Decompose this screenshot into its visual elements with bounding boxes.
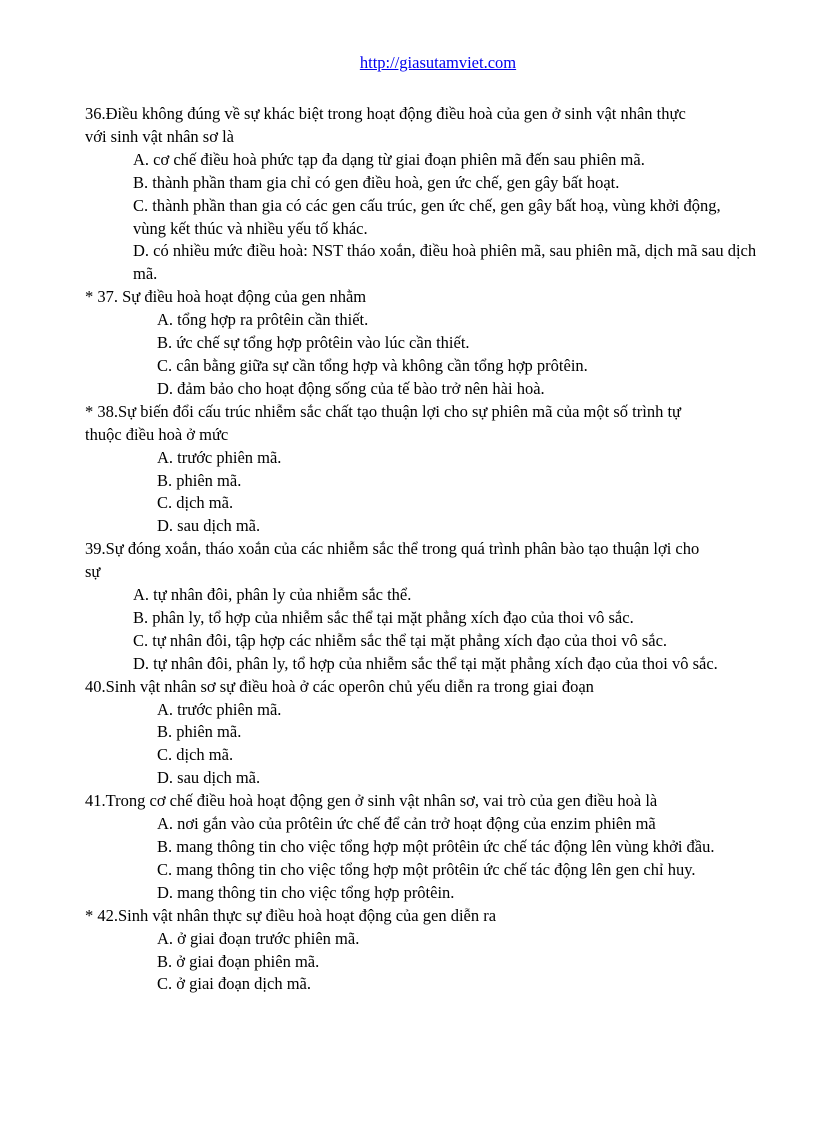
answer-option: B. phiên mã. [157, 470, 242, 490]
answer-option: D. sau dịch mã. [157, 516, 261, 536]
question-stem: 40.Sinh vật nhân sơ sự điều hoà ở các operôn chủ yếu diễn ra trong giai đoạn [85, 676, 594, 696]
question-38 [85, 401, 797, 538]
answer-option: C. cân bằng giữa sự cần tổng hợp và không cần tổng hợp prôtêin. [157, 355, 588, 375]
question-stem: * 38.Sự biến đổi cấu trúc nhiễm sắc chất tạo thuận lợi cho sự phiên mã của một số trình tự [85, 401, 681, 421]
answer-option: C. mang thông tin cho việc tổng hợp một prôtêin ức chế tác động lên gen chỉ huy. [157, 859, 696, 879]
answer-option: C. tự nhân đôi, tập hợp các nhiễm sắc thể tại mặt phẳng xích đạo của thoi vô sắc. [133, 630, 668, 650]
question-37 [85, 286, 797, 401]
answer-option: A. tự nhân đôi, phân ly của nhiễm sắc thể. [133, 585, 412, 605]
question-list [85, 103, 797, 996]
answer-option: D. có nhiều mức điều hoà: NST tháo xoắn, điều hoà phiên mã, sau phiên mã, dịch mã sau dịch mã. [133, 241, 757, 284]
question-stem: 39.Sự đóng xoắn, tháo xoắn của các nhiễm sắc thể trong quá trình phân bào tạo thuận lợi cho [85, 539, 700, 559]
answer-option: D. mang thông tin cho việc tổng hợp prôtêin. [157, 882, 455, 902]
question-42 [85, 905, 797, 997]
answer-option: C. dịch mã. [157, 745, 234, 765]
question-40 [85, 676, 797, 791]
question-stem: thuộc điều hoà ở mức [85, 424, 229, 444]
answer-option: B. phân ly, tổ hợp của nhiễm sắc thể tại mặt phẳng xích đạo của thoi vô sắc. [133, 607, 634, 627]
question-stem: * 37. Sự điều hoà hoạt động của gen nhằm [85, 287, 367, 307]
answer-option: B. mang thông tin cho việc tổng hợp một prôtêin ức chế tác động lên vùng khởi đầu. [157, 837, 715, 856]
question-stem: sự [85, 562, 101, 582]
question-stem: * 42.Sinh vật nhân thực sự điều hoà hoạt động của gen diễn ra [85, 905, 497, 925]
answer-option: A. ở giai đoạn trước phiên mã. [157, 928, 360, 948]
question-39 [85, 538, 797, 675]
question-stem: 41.Trong cơ chế điều hoà hoạt động gen ở sinh vật nhân sơ, vai trò của gen điều hoà là [85, 791, 658, 811]
question-stem: 36.Điều không đúng về sự khác biệt trong hoạt động điều hoà của gen ở sinh vật nhân thực [85, 104, 686, 123]
answer-option: A. tổng hợp ra prôtêin cần thiết. [157, 310, 369, 330]
answer-option: B. thành phần tham gia chỉ có gen điều hoà, gen ức chế, gen gây bất hoạt. [133, 172, 620, 192]
answer-option: C. dịch mã. [157, 493, 234, 513]
answer-option: A. trước phiên mã. [157, 699, 282, 719]
answer-option: B. ở giai đoạn phiên mã. [157, 951, 320, 971]
answer-option: D. sau dịch mã. [157, 768, 261, 788]
answer-option: A. nơi gắn vào của prôtêin ức chế để cản trở hoạt động của enzim phiên mã [157, 814, 656, 834]
answer-option: D. tự nhân đôi, phân ly, tổ hợp của nhiễm sắc thể tại mặt phẳng xích đạo của thoi vô sắc. [133, 653, 718, 673]
question-36 [85, 103, 797, 286]
question-41 [85, 790, 797, 905]
header-link[interactable]: http://giasutamviet.com [359, 53, 517, 72]
answer-option: B. ức chế sự tổng hợp prôtêin vào lúc cần thiết. [157, 333, 470, 353]
answer-option: C. thành phần than gia có các gen cấu trúc, gen ức chế, gen gây bất hoạ, vùng khởi động, vùng kết thúc và nhiều yếu tố khác. [133, 195, 721, 238]
answer-option: B. phiên mã. [157, 722, 242, 742]
answer-option: A. trước phiên mã. [157, 447, 282, 467]
question-stem: với sinh vật nhân sơ là [85, 126, 234, 146]
answer-option: A. cơ chế điều hoà phức tạp đa dạng từ giai đoạn phiên mã đến sau phiên mã. [133, 149, 645, 169]
answer-option: D. đảm bảo cho hoạt động sống của tế bào trở nên hài hoà. [157, 378, 545, 398]
answer-option: C. ở giai đoạn dịch mã. [157, 974, 311, 994]
